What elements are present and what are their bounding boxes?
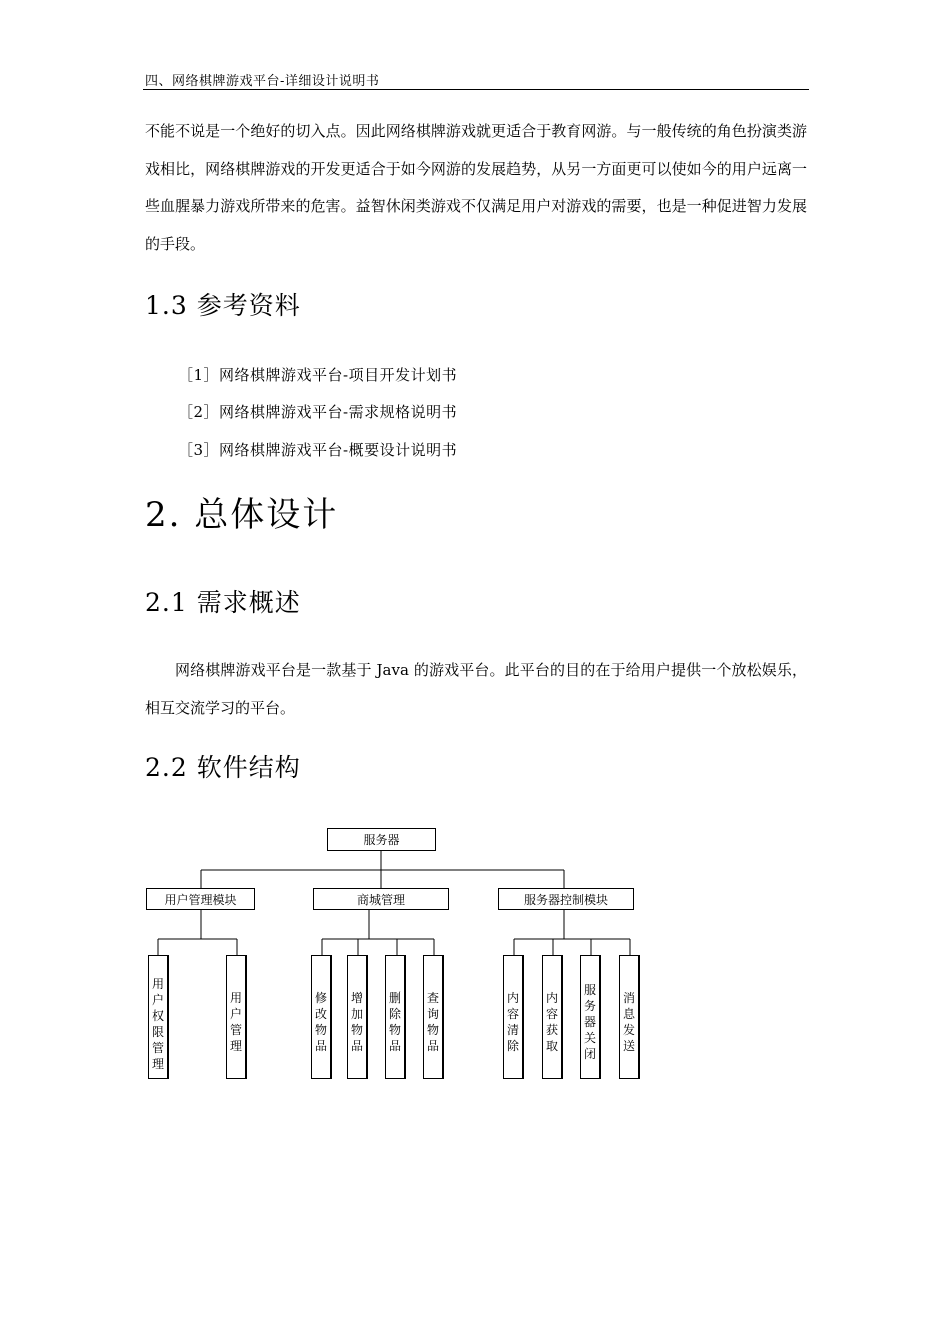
diagram-module-user-management: 用户管理模块 bbox=[146, 888, 255, 910]
section-2-1-heading: 2.1 需求概述 bbox=[145, 588, 301, 617]
reference-item: ［1］网络棋牌游戏平台-项目开发计划书 bbox=[178, 366, 458, 384]
diagram-leaf-shutdown-server: 服务器关闭 bbox=[580, 955, 601, 1079]
diagram-leaf-get-content: 内容获取 bbox=[542, 955, 563, 1079]
diagram-leaf-query-item: 查询物品 bbox=[423, 955, 444, 1079]
diagram-leaf-user-admin: 用户管理 bbox=[226, 955, 247, 1079]
diagram-leaf-send-message: 消息发送 bbox=[619, 955, 640, 1079]
page-header: 四、网络棋牌游戏平台-详细设计说明书 bbox=[145, 74, 380, 89]
diagram-leaf-add-item: 增加物品 bbox=[347, 955, 368, 1079]
diagram-leaf-delete-item: 删除物品 bbox=[385, 955, 406, 1079]
diagram-module-server-control: 服务器控制模块 bbox=[498, 888, 634, 910]
section-2-1-paragraph: 网络棋牌游戏平台是一款基于 Java 的游戏平台。此平台的目的在于给用户提供一个放松娱乐，相互交流学习的平台。 bbox=[145, 661, 807, 717]
intro-paragraph: 不能不说是一个绝好的切入点。因此网络棋牌游戏就更适合于教育网游。与一般传统的角色扮演类游戏相比，网络棋牌游戏的开发更适合于如今网游的发展趋势，从另一方面更可以使如今的用户远离一些血腥暴力游戏所带来的危害。益智休闲类游戏不仅满足用户对游戏的需要，也是一种促进智力发展的手段。 bbox=[145, 122, 807, 253]
section-2-heading: 2. 总体设计 bbox=[145, 495, 339, 535]
diagram-module-store-management: 商城管理 bbox=[313, 888, 449, 910]
reference-item: ［3］网络棋牌游戏平台-概要设计说明书 bbox=[178, 441, 458, 459]
section-2-2-heading: 2.2 软件结构 bbox=[145, 753, 301, 782]
reference-item: ［2］网络棋牌游戏平台-需求规格说明书 bbox=[178, 403, 458, 421]
diagram-leaf-user-permission: 用户权限管理 bbox=[148, 955, 169, 1079]
section-1-3-heading: 1.3 参考资料 bbox=[145, 291, 301, 320]
diagram-leaf-modify-item: 修改物品 bbox=[311, 955, 332, 1079]
diagram-root-server: 服务器 bbox=[327, 828, 436, 851]
diagram-leaf-clear-content: 内容清除 bbox=[503, 955, 524, 1079]
